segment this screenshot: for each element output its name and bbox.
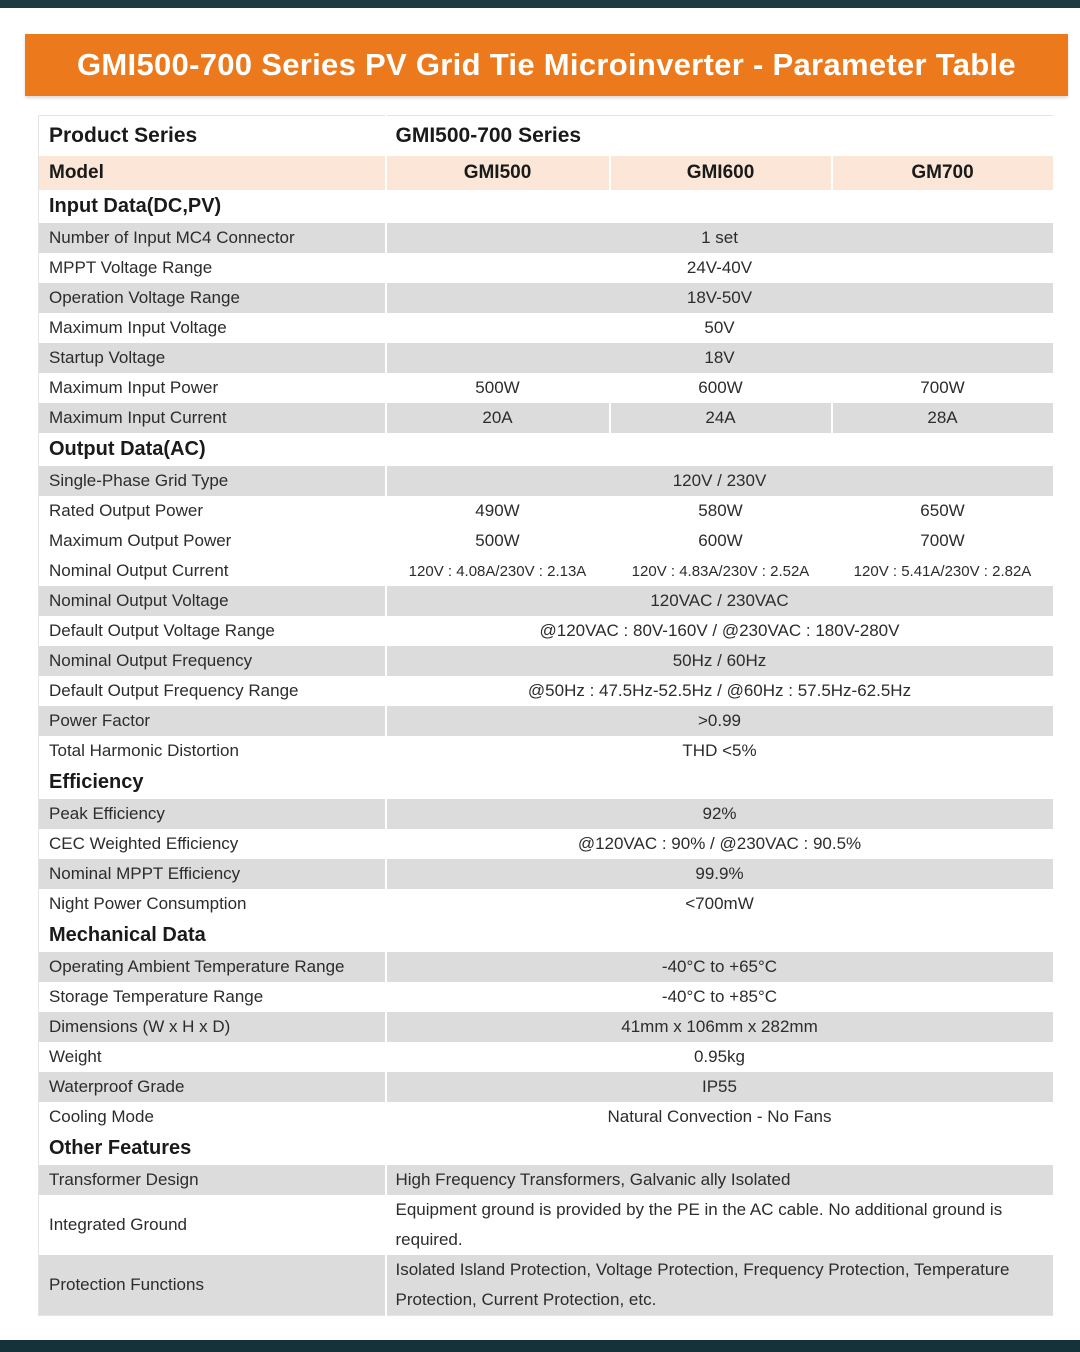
param-value: 600W [610,526,832,556]
param-value: 50Hz / 60Hz [386,646,1054,676]
param-value: @50Hz : 47.5Hz-52.5Hz / @60Hz : 57.5Hz-62.5Hz [386,676,1054,706]
param-value: 20A [386,403,610,433]
section-header [39,766,1054,799]
table-row [39,496,1054,526]
table-row [39,526,1054,556]
table-row [39,952,1054,982]
param-label: Nominal Output Frequency [39,646,386,676]
model-label: Model [39,156,386,190]
param-label: Nominal Output Current [39,556,386,586]
section-header [39,919,1054,952]
param-label: Number of Input MC4 Connector [39,223,386,253]
param-value: THD <5% [386,736,1054,766]
param-value: @120VAC : 80V-160V / @230VAC : 180V-280V [386,616,1054,646]
param-value: Isolated Island Protection, Voltage Protection, Frequency Protection, Temperature Protection, Current Protection, etc. [386,1255,1054,1316]
param-label: Nominal MPPT Efficiency [39,859,386,889]
param-value: >0.99 [386,706,1054,736]
param-value: @120VAC : 90% / @230VAC : 90.5% [386,829,1054,859]
bottom-border [0,1340,1080,1352]
section-header [39,190,1054,223]
param-value: High Frequency Transformers, Galvanic ally Isolated [386,1165,1054,1195]
table-row [39,253,1054,283]
section-title-other: Other Features [39,1132,1054,1165]
section-title-output: Output Data(AC) [39,433,1054,466]
param-label: Operating Ambient Temperature Range [39,952,386,982]
table-row [39,829,1054,859]
param-label: Single-Phase Grid Type [39,466,386,496]
table-row [39,283,1054,313]
param-label: Dimensions (W x H x D) [39,1012,386,1042]
param-value: 650W [832,496,1054,526]
param-value: Equipment ground is provided by the PE in the AC cable. No additional ground is required. [386,1195,1054,1255]
param-label: Rated Output Power [39,496,386,526]
param-value: -40°C to +85°C [386,982,1054,1012]
param-value: 700W [832,526,1054,556]
param-value: 500W [386,373,610,403]
param-value: 99.9% [386,859,1054,889]
table-row [39,889,1054,919]
param-value: 120V : 5.41A/230V : 2.82A [832,556,1054,586]
param-label: CEC Weighted Efficiency [39,829,386,859]
param-label: Total Harmonic Distortion [39,736,386,766]
param-label: Maximum Input Voltage [39,313,386,343]
section-title-efficiency: Efficiency [39,766,1054,799]
param-value: 120V : 4.83A/230V : 2.52A [610,556,832,586]
param-value: 120V : 4.08A/230V : 2.13A [386,556,610,586]
table-row [39,403,1054,433]
page-title: GMI500-700 Series PV Grid Tie Microinverter - Parameter Table [25,34,1068,96]
param-value: IP55 [386,1072,1054,1102]
param-value: 600W [610,373,832,403]
param-label: Protection Functions [39,1255,386,1316]
param-value: 18V [386,343,1054,373]
param-value: 490W [386,496,610,526]
model-row [39,156,1054,190]
table-row [39,736,1054,766]
param-value: 28A [832,403,1054,433]
param-value: 120VAC / 230VAC [386,586,1054,616]
param-value: 500W [386,526,610,556]
model-gm700: GM700 [832,156,1054,190]
table-row [39,466,1054,496]
table-row [39,1165,1054,1195]
table-row [39,373,1054,403]
section-title-input: Input Data(DC,PV) [39,190,1054,223]
param-value: 50V [386,313,1054,343]
param-value: 41mm x 106mm x 282mm [386,1012,1054,1042]
param-value: 120V / 230V [386,466,1054,496]
top-border [0,0,1080,8]
param-value: 580W [610,496,832,526]
section-header [39,433,1054,466]
param-value: Natural Convection - No Fans [386,1102,1054,1132]
param-label: Operation Voltage Range [39,283,386,313]
param-value: 0.95kg [386,1042,1054,1072]
param-label: Maximum Input Current [39,403,386,433]
table-row [39,982,1054,1012]
table-row [39,706,1054,736]
parameter-table [38,115,1055,1316]
table-row [39,1042,1054,1072]
table-row [39,556,1054,586]
table-row [39,223,1054,253]
param-label: Default Output Frequency Range [39,676,386,706]
param-label: Integrated Ground [39,1195,386,1255]
table-row [39,343,1054,373]
param-label: Peak Efficiency [39,799,386,829]
param-label: Nominal Output Voltage [39,586,386,616]
param-label: Maximum Input Power [39,373,386,403]
table-row [39,586,1054,616]
model-gmi500: GMI500 [386,156,610,190]
table-row [39,1255,1054,1316]
table-row [39,1195,1054,1255]
table-row [39,859,1054,889]
table-row [39,646,1054,676]
table-row [39,1072,1054,1102]
param-label: MPPT Voltage Range [39,253,386,283]
table-row [39,1102,1054,1132]
param-value: 92% [386,799,1054,829]
param-label: Default Output Voltage Range [39,616,386,646]
param-label: Cooling Mode [39,1102,386,1132]
param-label: Storage Temperature Range [39,982,386,1012]
product-series-label: Product Series [39,116,386,157]
param-label: Weight [39,1042,386,1072]
product-series-row [39,116,1054,157]
table-row [39,1012,1054,1042]
param-value: <700mW [386,889,1054,919]
param-value: 18V-50V [386,283,1054,313]
table-row [39,313,1054,343]
table-row [39,616,1054,646]
section-header [39,1132,1054,1165]
param-label: Transformer Design [39,1165,386,1195]
table-row [39,799,1054,829]
param-value: 24A [610,403,832,433]
param-label: Startup Voltage [39,343,386,373]
param-value: -40°C to +65°C [386,952,1054,982]
section-title-mechanical: Mechanical Data [39,919,1054,952]
param-label: Maximum Output Power [39,526,386,556]
param-value: 1 set [386,223,1054,253]
param-label: Waterproof Grade [39,1072,386,1102]
param-label: Power Factor [39,706,386,736]
product-series-value: GMI500-700 Series [386,116,1054,157]
model-gmi600: GMI600 [610,156,832,190]
param-label: Night Power Consumption [39,889,386,919]
param-value: 24V-40V [386,253,1054,283]
table-row [39,676,1054,706]
param-value: 700W [832,373,1054,403]
